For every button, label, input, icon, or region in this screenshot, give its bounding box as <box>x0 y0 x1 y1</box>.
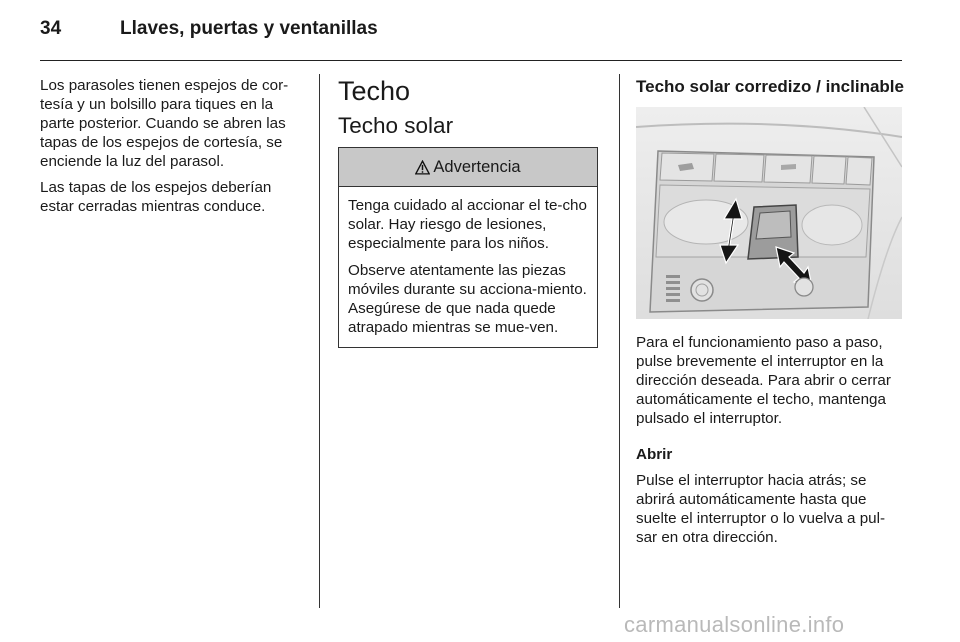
column-divider <box>319 74 320 608</box>
column-divider <box>619 74 620 608</box>
column-1 <box>40 76 306 223</box>
warning-header <box>339 148 597 187</box>
warning-paragraph: Observe atentamente las piezas móviles durante su acciona-miento. Asegúrese de que nada quede atrapado mientras se mue-ven. <box>348 262 587 336</box>
warning-triangle-icon <box>415 160 430 175</box>
watermark: carmanualsonline.info <box>624 612 845 637</box>
warning-body <box>339 187 597 347</box>
subheading-open: Abrir <box>636 446 673 463</box>
spacer <box>636 435 904 445</box>
warning-box <box>338 147 598 348</box>
column-3 <box>636 76 904 554</box>
paragraph: Para el funcionamiento paso a paso, pulse brevemente el interruptor en la dirección deseada. Para abrir o cerrar automáticamente el techo, mantenga pulsado el interruptor. <box>636 334 891 427</box>
section-heading: Techo solar corredizo / inclinable <box>636 77 904 96</box>
sunroof-switch-illustration <box>636 107 902 319</box>
paragraph: Los parasoles tienen espejos de cor-tesía y un bolsillo para tiques en la parte posterior. Cuando se abren las tapas de los espejos de cortesía, se enciende la luz del parasol. <box>40 77 289 170</box>
warning-title: Advertencia <box>433 157 521 176</box>
section-subheading: Techo solar <box>338 113 454 138</box>
page-number: 34 <box>40 18 62 39</box>
paragraph: Las tapas de los espejos deberían estar cerradas mientras conduce. <box>40 179 272 215</box>
section-heading: Techo <box>338 76 411 106</box>
header-rule <box>40 60 902 61</box>
paragraph: Pulse el interruptor hacia atrás; se abrirá automáticamente hasta que suelte el interruptor o lo vuelva a pul-sar en otra dirección. <box>636 472 886 546</box>
column-2 <box>338 76 602 348</box>
chapter-title: Llaves, puertas y ventanillas <box>120 18 378 39</box>
page-header <box>40 18 902 48</box>
warning-paragraph: Tenga cuidado al accionar el te-cho solar. Hay riesgo de lesiones, especialmente para los niños. <box>348 197 587 252</box>
